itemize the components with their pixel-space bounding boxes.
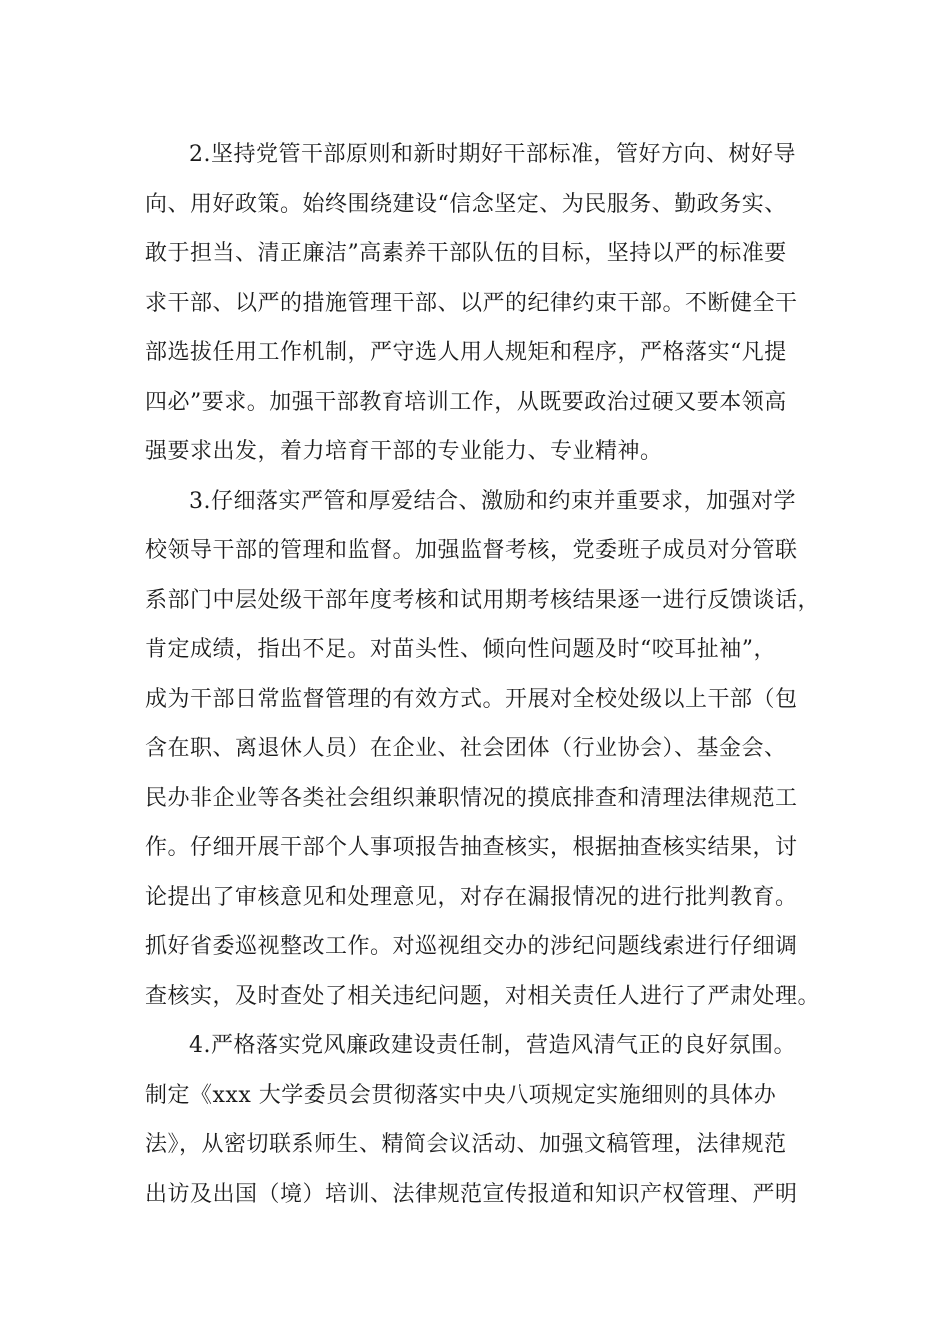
text-line: 向、用好政策。始终围绕建设“信念坚定、为民服务、勤政务实、 [145,191,787,217]
text-line: 成为干部日常监督管理的有效方式。开展对全校处级以上干部（包 [145,686,798,712]
document-body [145,130,821,1219]
paragraph-3 [145,477,821,1022]
text-line: 抓好省委巡视整改工作。对巡视组交办的涉纪问题线索进行仔细调 [145,934,798,959]
text-line: 含在职、离退休人员）在企业、社会团体（行业协会）、基金会、 [145,736,787,761]
text-line: 求干部、以严的措施管理干部、以严的纪律约束干部。不断健全干 [145,290,798,316]
text-line: 敢于担当、清正廉洁”高素养干部队伍的目标，坚持以严的标准要 [145,241,787,266]
text-line: 3.仔细落实严管和厚爱结合、激励和约束并重要求，加强对学 [189,488,796,514]
text-line: 肯定成绩，指出不足。对苗头性、倾向性问题及时“咬耳扯袖”， [145,637,776,662]
text-line: 2.坚持党管干部原则和新时期好干部标准，管好方向、树好导 [189,142,796,167]
text-line: 4.严格落实党风廉政建设责任制，营造风清气正的良好氛围。 [189,1033,796,1058]
text-line: 论提出了审核意见和处理意见，对存在漏报情况的进行批判教育。 [145,884,798,910]
text-line: 部选拔任用工作机制，严守选人用人规矩和程序，严格落实“凡提 [145,340,787,365]
paragraph-2 [145,130,810,477]
text-line: 四必”要求。加强干部教育培训工作，从既要政治过硬又要本领高 [145,389,787,415]
text-line: 强要求出发，着力培育干部的专业能力、专业精神。 [145,439,663,464]
text-line: 作。仔细开展干部个人事项报告抽查核实，根据抽查核实结果，讨 [145,835,798,860]
text-line: 查核实，及时查处了相关违纪问题，对相关责任人进行了严肃处理。 [145,983,821,1009]
text-line: 校领导干部的管理和监督。加强监督考核，党委班子成员对分管联 [145,538,798,563]
text-line: 民办非企业等各类社会组织兼职情况的摸底排查和清理法律规范工 [145,785,798,811]
text-line: 系部门中层处级干部年度考核和试用期考核结果逐一进行反馈谈话， [145,587,821,613]
text-line: 制定《xxx 大学委员会贯彻落实中央八项规定实施细则的具体办 [145,1082,777,1108]
paragraph-4 [145,1021,810,1219]
text-line: 法》，从密切联系师生、精简会议活动、加强文稿管理，法律规范 [145,1132,787,1157]
text-line: 出访及出国（境）培训、法律规范宣传报道和知识产权管理、严明 [145,1181,798,1207]
